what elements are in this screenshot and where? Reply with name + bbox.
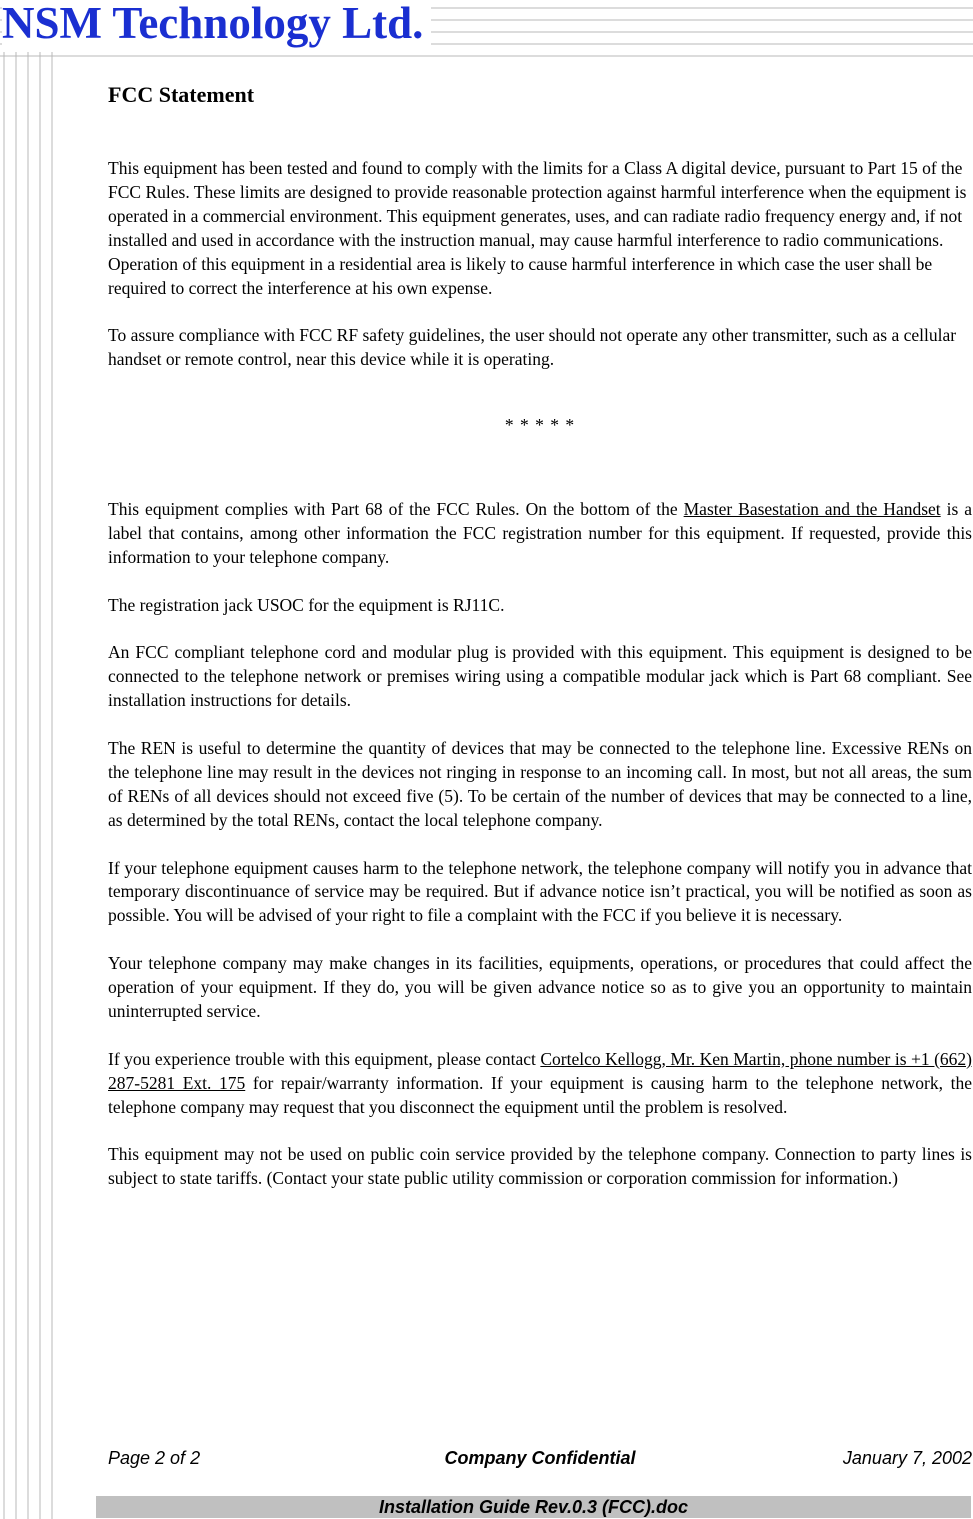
paragraph-registration-jack: The registration jack USOC for the equipment is RJ11C. bbox=[108, 594, 505, 615]
paragraph-rf-safety: To assure compliance with FCC RF safety guidelines, the user should not operate any other transmitter, such as a cellular handset or remote control, near this device while it is operating. bbox=[108, 325, 957, 370]
document-body bbox=[108, 82, 972, 1215]
page-title: FCC Statement bbox=[108, 82, 255, 107]
paragraph-network-harm: If your telephone equipment causes harm to the telephone network, the telephone company will notify you in advance that temporary discontinuance of service may be required. But if advance notice isn’t practical, you will be notified as soon as possible. You will be advised of your right to file a complaint with the FCC if you believe it is necessary. bbox=[108, 857, 972, 926]
page-footer bbox=[108, 1445, 972, 1471]
paragraph-trouble-contact bbox=[108, 1048, 972, 1120]
file-name-bar: Installation Guide Rev.0.3 (FCC).doc bbox=[96, 1496, 971, 1518]
paragraph-trouble-text-start: If you experience trouble with this equipment, please contact bbox=[108, 1048, 541, 1069]
paragraph-part15: This equipment has been tested and found to comply with the limits for a Class A digital device, pursuant to Part 15 of the FCC Rules. These limits are designed to provide reasonable protection against harmful interference when the equipment is operated in a commercial environment. This equipment generates, uses, and can radiate radio frequency energy and, if not installed and used in accordance with the instruction manual, may cause harmful interference to radio communications. Operation of this equipment in a residential area is likely to cause harmful interference in which case the user shall be required to correct the interference at his own expense. bbox=[108, 158, 967, 298]
paragraph-ren: The REN is useful to determine the quantity of devices that may be connected to the telephone line. Excessive RENs on the telephone line may result in the devices not ringing in response to an incoming call. In most, but not all areas, the sum of RENs of all devices should not exceed five (5). To be certain of the number of devices that may be connected to a line, as determined by the total RENs, contact the local telephone company. bbox=[108, 738, 972, 830]
underlined-contact-info: Cortelco Kellogg, Mr. Ken Martin, phone number is +1 (662) 287-5281 Ext. 175 bbox=[108, 1048, 972, 1093]
underlined-device-names: Master Basestation and the Handset bbox=[683, 499, 941, 520]
paragraph-part68-text-end: is a label that contains, among other information the FCC registration number for this equipment. If requested, provide this information to your telephone company. bbox=[108, 499, 972, 567]
document-date: January 7, 2002 bbox=[842, 1448, 972, 1468]
paragraph-coin-service: This equipment may not be used on public coin service provided by the telephone company. Connection to party lines is subject to state tariffs. (Contact your state public utility commission or corporation commission for information.) bbox=[108, 1144, 972, 1189]
paragraph-part68 bbox=[108, 498, 972, 570]
paragraph-trouble-text-end: for repair/warranty information. If your equipment is causing harm to the telephone network, the telephone company may request that you disconnect the equipment until the problem is resolved. bbox=[108, 1072, 972, 1117]
paragraph-part68-text-start: This equipment complies with Part 68 of the FCC Rules. On the bottom of the bbox=[108, 499, 684, 520]
confidential-label: Company Confidential bbox=[444, 1448, 636, 1468]
section-separator: * * * * * bbox=[504, 415, 576, 436]
paragraph-company-changes: Your telephone company may make changes in its facilities, equipments, operations, or procedures that could affect the operation of your equipment. If they do, you will be given advance notice so as to give you an opportunity to maintain uninterrupted service. bbox=[108, 953, 972, 1021]
page-number: Page 2 of 2 bbox=[108, 1448, 201, 1468]
company-title: NSM Technology Ltd. bbox=[2, 0, 431, 52]
paragraph-telephone-cord: An FCC compliant telephone cord and modular plug is provided with this equipment. This equipment is designed to be connected to the telephone network or premises wiring using a compatible modular jack which is Part 68 compliant. See installation instructions for details. bbox=[108, 642, 972, 711]
